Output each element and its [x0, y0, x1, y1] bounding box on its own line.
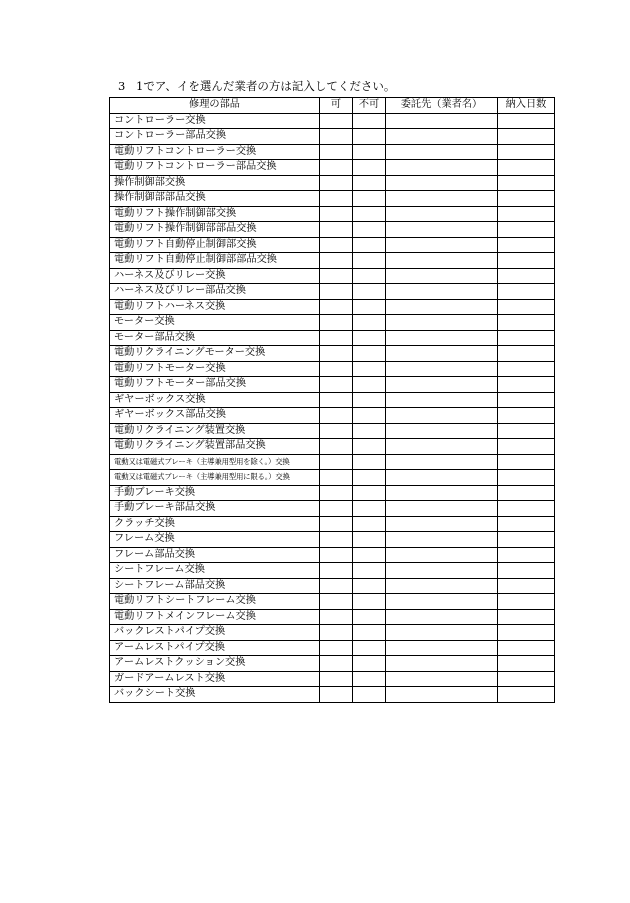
- repair-part-name: 電動リフトコントローラー部品交換: [110, 160, 320, 176]
- table-row: [110, 439, 555, 455]
- possible-cell[interactable]: [320, 222, 353, 238]
- repair-part-name: 電動又は電磁式ブレーキ（主導兼用型用に限る。）交換: [110, 470, 320, 486]
- contractor-cell[interactable]: [386, 594, 498, 610]
- delivery-days-cell[interactable]: [498, 640, 555, 656]
- delivery-days-cell[interactable]: [498, 454, 555, 470]
- not-possible-cell[interactable]: [353, 594, 386, 610]
- contractor-cell[interactable]: [386, 470, 498, 486]
- contractor-cell[interactable]: [386, 377, 498, 393]
- table-row: [110, 377, 555, 393]
- table-header-row: [110, 98, 555, 114]
- repair-part-name: 手動ブレーキ交換: [110, 485, 320, 501]
- not-possible-cell[interactable]: [353, 392, 386, 408]
- repair-part-name: フレーム交換: [110, 532, 320, 548]
- contractor-cell[interactable]: [386, 113, 498, 129]
- contractor-cell[interactable]: [386, 160, 498, 176]
- delivery-days-cell[interactable]: [498, 501, 555, 517]
- not-possible-cell[interactable]: [353, 640, 386, 656]
- not-possible-cell[interactable]: [353, 470, 386, 486]
- possible-cell[interactable]: [320, 439, 353, 455]
- repair-part-name: 電動リクライニング装置交換: [110, 423, 320, 439]
- possible-cell[interactable]: [320, 253, 353, 269]
- not-possible-cell[interactable]: [353, 206, 386, 222]
- not-possible-cell[interactable]: [353, 609, 386, 625]
- not-possible-cell[interactable]: [353, 547, 386, 563]
- not-possible-cell[interactable]: [353, 299, 386, 315]
- delivery-days-cell[interactable]: [498, 268, 555, 284]
- not-possible-cell[interactable]: [353, 625, 386, 641]
- table-row: [110, 253, 555, 269]
- repair-part-name: モーター部品交換: [110, 330, 320, 346]
- repair-part-name: 電動リクライニングモーター交換: [110, 346, 320, 362]
- not-possible-cell[interactable]: [353, 129, 386, 145]
- possible-cell[interactable]: [320, 485, 353, 501]
- possible-cell[interactable]: [320, 284, 353, 300]
- repair-part-name: コントローラー交換: [110, 113, 320, 129]
- not-possible-cell[interactable]: [353, 516, 386, 532]
- not-possible-cell[interactable]: [353, 501, 386, 517]
- table-row: [110, 315, 555, 331]
- possible-cell[interactable]: [320, 671, 353, 687]
- repair-part-name: 電動リフト自動停止制御部交換: [110, 237, 320, 253]
- table-row: [110, 594, 555, 610]
- delivery-days-cell[interactable]: [498, 144, 555, 160]
- delivery-days-cell[interactable]: [498, 160, 555, 176]
- delivery-days-cell[interactable]: [498, 594, 555, 610]
- section-heading: [118, 79, 395, 93]
- repair-part-name: 電動リフト操作制御部部品交換: [110, 222, 320, 238]
- contractor-cell[interactable]: [386, 361, 498, 377]
- delivery-days-cell[interactable]: [498, 609, 555, 625]
- contractor-cell[interactable]: [386, 454, 498, 470]
- repair-part-name: ハーネス及びリレー部品交換: [110, 284, 320, 300]
- table-row: [110, 609, 555, 625]
- delivery-days-cell[interactable]: [498, 315, 555, 331]
- contractor-cell[interactable]: [386, 656, 498, 672]
- possible-cell[interactable]: [320, 315, 353, 331]
- contractor-cell[interactable]: [386, 532, 498, 548]
- header-possible: 可: [320, 98, 353, 114]
- table-row: [110, 687, 555, 703]
- header-contractor: 委託先（業者名）: [386, 98, 498, 114]
- not-possible-cell[interactable]: [353, 175, 386, 191]
- delivery-days-cell[interactable]: [498, 346, 555, 362]
- repair-part-name: ギヤーボックス交換: [110, 392, 320, 408]
- possible-cell[interactable]: [320, 144, 353, 160]
- delivery-days-cell[interactable]: [498, 656, 555, 672]
- section-number: 3: [118, 79, 126, 93]
- possible-cell[interactable]: [320, 640, 353, 656]
- repair-part-name: シートフレーム交換: [110, 563, 320, 579]
- delivery-days-cell[interactable]: [498, 671, 555, 687]
- table-row: [110, 346, 555, 362]
- delivery-days-cell[interactable]: [498, 129, 555, 145]
- not-possible-cell[interactable]: [353, 346, 386, 362]
- delivery-days-cell[interactable]: [498, 361, 555, 377]
- possible-cell[interactable]: [320, 470, 353, 486]
- repair-part-name: 電動リフトハーネス交換: [110, 299, 320, 315]
- repair-part-name: 電動リフトモーター交換: [110, 361, 320, 377]
- table-row: [110, 516, 555, 532]
- repair-part-name: コントローラー部品交換: [110, 129, 320, 145]
- possible-cell[interactable]: [320, 346, 353, 362]
- table-row: [110, 532, 555, 548]
- repair-part-name: 操作制御部交換: [110, 175, 320, 191]
- delivery-days-cell[interactable]: [498, 206, 555, 222]
- repair-part-name: バックシート交換: [110, 687, 320, 703]
- delivery-days-cell[interactable]: [498, 470, 555, 486]
- contractor-cell[interactable]: [386, 222, 498, 238]
- contractor-cell[interactable]: [386, 299, 498, 315]
- repair-part-name: モーター交換: [110, 315, 320, 331]
- table-row: [110, 470, 555, 486]
- possible-cell[interactable]: [320, 330, 353, 346]
- delivery-days-cell[interactable]: [498, 237, 555, 253]
- contractor-cell[interactable]: [386, 206, 498, 222]
- table-row: [110, 144, 555, 160]
- possible-cell[interactable]: [320, 454, 353, 470]
- contractor-cell[interactable]: [386, 237, 498, 253]
- delivery-days-cell[interactable]: [498, 392, 555, 408]
- not-possible-cell[interactable]: [353, 578, 386, 594]
- not-possible-cell[interactable]: [353, 113, 386, 129]
- possible-cell[interactable]: [320, 625, 353, 641]
- contractor-cell[interactable]: [386, 485, 498, 501]
- table-row: [110, 113, 555, 129]
- table-row: [110, 268, 555, 284]
- delivery-days-cell[interactable]: [498, 377, 555, 393]
- possible-cell[interactable]: [320, 408, 353, 424]
- delivery-days-cell[interactable]: [498, 516, 555, 532]
- not-possible-cell[interactable]: [353, 222, 386, 238]
- repair-part-name: 手動ブレーキ部品交換: [110, 501, 320, 517]
- possible-cell[interactable]: [320, 609, 353, 625]
- repair-part-name: クラッチ交換: [110, 516, 320, 532]
- contractor-cell[interactable]: [386, 284, 498, 300]
- table-row: [110, 237, 555, 253]
- not-possible-cell[interactable]: [353, 532, 386, 548]
- contractor-cell[interactable]: [386, 330, 498, 346]
- table-row: [110, 625, 555, 641]
- table-row: [110, 284, 555, 300]
- not-possible-cell[interactable]: [353, 268, 386, 284]
- header-delivery-days: 納入日数: [498, 98, 555, 114]
- not-possible-cell[interactable]: [353, 423, 386, 439]
- contractor-cell[interactable]: [386, 315, 498, 331]
- table-row: [110, 656, 555, 672]
- contractor-cell[interactable]: [386, 547, 498, 563]
- table-row: [110, 222, 555, 238]
- contractor-cell[interactable]: [386, 501, 498, 517]
- delivery-days-cell[interactable]: [498, 485, 555, 501]
- possible-cell[interactable]: [320, 516, 353, 532]
- delivery-days-cell[interactable]: [498, 113, 555, 129]
- not-possible-cell[interactable]: [353, 361, 386, 377]
- repair-part-name: ハーネス及びリレー交換: [110, 268, 320, 284]
- possible-cell[interactable]: [320, 206, 353, 222]
- not-possible-cell[interactable]: [353, 160, 386, 176]
- not-possible-cell[interactable]: [353, 563, 386, 579]
- table-row: [110, 175, 555, 191]
- table-row: [110, 640, 555, 656]
- not-possible-cell[interactable]: [353, 144, 386, 160]
- delivery-days-cell[interactable]: [498, 532, 555, 548]
- repair-part-name: 電動又は電磁式ブレーキ（主導兼用型用を除く。）交換: [110, 454, 320, 470]
- table-row: [110, 423, 555, 439]
- not-possible-cell[interactable]: [353, 315, 386, 331]
- table-row: [110, 563, 555, 579]
- possible-cell[interactable]: [320, 268, 353, 284]
- contractor-cell[interactable]: [386, 268, 498, 284]
- contractor-cell[interactable]: [386, 578, 498, 594]
- possible-cell[interactable]: [320, 377, 353, 393]
- table-row: [110, 330, 555, 346]
- table-row: [110, 501, 555, 517]
- repair-part-name: バックレストパイプ交換: [110, 625, 320, 641]
- header-repair-part: 修理の部品: [110, 98, 320, 114]
- contractor-cell[interactable]: [386, 191, 498, 207]
- possible-cell[interactable]: [320, 113, 353, 129]
- contractor-cell[interactable]: [386, 392, 498, 408]
- delivery-days-cell[interactable]: [498, 578, 555, 594]
- table-row: [110, 361, 555, 377]
- repair-part-name: 電動リフトモーター部品交換: [110, 377, 320, 393]
- not-possible-cell[interactable]: [353, 687, 386, 703]
- contractor-cell[interactable]: [386, 144, 498, 160]
- repair-part-name: 電動リフトコントローラー交換: [110, 144, 320, 160]
- table-row: [110, 578, 555, 594]
- section-instruction: 1でア、イを選んだ業者の方は記入してください。: [136, 79, 396, 93]
- possible-cell[interactable]: [320, 563, 353, 579]
- delivery-days-cell[interactable]: [498, 408, 555, 424]
- repair-part-name: 操作制御部部品交換: [110, 191, 320, 207]
- contractor-cell[interactable]: [386, 687, 498, 703]
- contractor-cell[interactable]: [386, 253, 498, 269]
- not-possible-cell[interactable]: [353, 671, 386, 687]
- delivery-days-cell[interactable]: [498, 625, 555, 641]
- contractor-cell[interactable]: [386, 175, 498, 191]
- delivery-days-cell[interactable]: [498, 299, 555, 315]
- table-row: [110, 671, 555, 687]
- delivery-days-cell[interactable]: [498, 423, 555, 439]
- repair-part-name: 電動リフト操作制御部交換: [110, 206, 320, 222]
- possible-cell[interactable]: [320, 392, 353, 408]
- delivery-days-cell[interactable]: [498, 191, 555, 207]
- table-body: [110, 113, 555, 702]
- repair-part-name: フレーム部品交換: [110, 547, 320, 563]
- contractor-cell[interactable]: [386, 129, 498, 145]
- repair-part-name: アームレストパイプ交換: [110, 640, 320, 656]
- possible-cell[interactable]: [320, 578, 353, 594]
- delivery-days-cell[interactable]: [498, 687, 555, 703]
- possible-cell[interactable]: [320, 191, 353, 207]
- possible-cell[interactable]: [320, 501, 353, 517]
- possible-cell[interactable]: [320, 594, 353, 610]
- header-not-possible: 不可: [353, 98, 386, 114]
- not-possible-cell[interactable]: [353, 454, 386, 470]
- contractor-cell[interactable]: [386, 516, 498, 532]
- delivery-days-cell[interactable]: [498, 175, 555, 191]
- not-possible-cell[interactable]: [353, 284, 386, 300]
- table-row: [110, 299, 555, 315]
- table-row: [110, 206, 555, 222]
- possible-cell[interactable]: [320, 160, 353, 176]
- delivery-days-cell[interactable]: [498, 330, 555, 346]
- contractor-cell[interactable]: [386, 671, 498, 687]
- repair-part-name: アームレストクッション交換: [110, 656, 320, 672]
- contractor-cell[interactable]: [386, 563, 498, 579]
- delivery-days-cell[interactable]: [498, 563, 555, 579]
- table-row: [110, 191, 555, 207]
- delivery-days-cell[interactable]: [498, 547, 555, 563]
- table-row: [110, 160, 555, 176]
- table-row: [110, 392, 555, 408]
- not-possible-cell[interactable]: [353, 253, 386, 269]
- repair-part-name: 電動リフト自動停止制御部部品交換: [110, 253, 320, 269]
- repair-part-name: シートフレーム部品交換: [110, 578, 320, 594]
- repair-part-name: ギヤーボックス部品交換: [110, 408, 320, 424]
- table-row: [110, 485, 555, 501]
- possible-cell[interactable]: [320, 656, 353, 672]
- repair-part-name: 電動リフトシートフレーム交換: [110, 594, 320, 610]
- delivery-days-cell[interactable]: [498, 222, 555, 238]
- repair-part-name: ガードアームレスト交換: [110, 671, 320, 687]
- possible-cell[interactable]: [320, 532, 353, 548]
- possible-cell[interactable]: [320, 547, 353, 563]
- table-row: [110, 547, 555, 563]
- not-possible-cell[interactable]: [353, 408, 386, 424]
- contractor-cell[interactable]: [386, 346, 498, 362]
- repair-parts-table: [109, 97, 555, 703]
- contractor-cell[interactable]: [386, 408, 498, 424]
- delivery-days-cell[interactable]: [498, 439, 555, 455]
- contractor-cell[interactable]: [386, 423, 498, 439]
- table-row: [110, 408, 555, 424]
- delivery-days-cell[interactable]: [498, 284, 555, 300]
- not-possible-cell[interactable]: [353, 439, 386, 455]
- possible-cell[interactable]: [320, 175, 353, 191]
- table-row: [110, 454, 555, 470]
- not-possible-cell[interactable]: [353, 237, 386, 253]
- repair-part-name: 電動リフトメインフレーム交換: [110, 609, 320, 625]
- possible-cell[interactable]: [320, 423, 353, 439]
- possible-cell[interactable]: [320, 299, 353, 315]
- contractor-cell[interactable]: [386, 640, 498, 656]
- delivery-days-cell[interactable]: [498, 253, 555, 269]
- not-possible-cell[interactable]: [353, 330, 386, 346]
- contractor-cell[interactable]: [386, 625, 498, 641]
- contractor-cell[interactable]: [386, 439, 498, 455]
- not-possible-cell[interactable]: [353, 656, 386, 672]
- not-possible-cell[interactable]: [353, 485, 386, 501]
- possible-cell[interactable]: [320, 361, 353, 377]
- contractor-cell[interactable]: [386, 609, 498, 625]
- table-row: [110, 129, 555, 145]
- possible-cell[interactable]: [320, 687, 353, 703]
- not-possible-cell[interactable]: [353, 377, 386, 393]
- possible-cell[interactable]: [320, 129, 353, 145]
- repair-part-name: 電動リクライニング装置部品交換: [110, 439, 320, 455]
- possible-cell[interactable]: [320, 237, 353, 253]
- not-possible-cell[interactable]: [353, 191, 386, 207]
